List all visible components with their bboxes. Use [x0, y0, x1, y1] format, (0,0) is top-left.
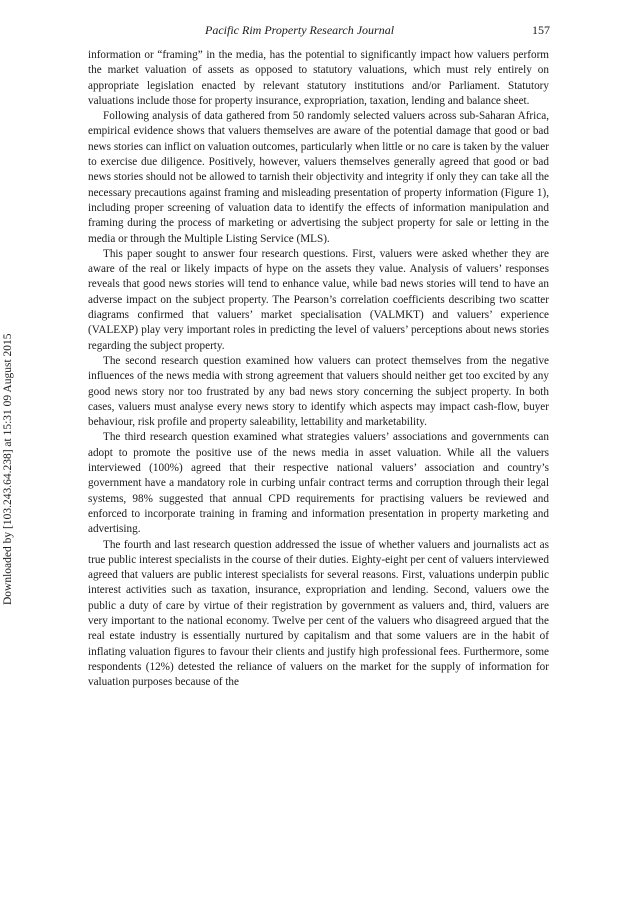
- page-number: 157: [532, 23, 550, 37]
- paragraph: information or “framing” in the media, has the potential to significantly impact how valuers perform the market valuation of assets as opposed to statutory valuations, which must rely entirely on appropriate legislation enacted by relevant statutory institutions and/or Parliament. Statutory valuations include those for property insurance, expropriation, taxation, lending and balance sheet.: [88, 49, 549, 107]
- paragraph: Following analysis of data gathered from 50 randomly selected valuers across sub-Saharan Africa, empirical evidence shows that valuers themselves are aware of the potential damage that good or bad news stories can inflict on valuation outcomes, particularly when little or no care is taken by the valuer to exercise due diligence. Positively, however, valuers themselves generally agreed that good or bad news stories should not be allowed to tarnish their objectivity and integrity if only they can take all the necessary precautions against framing and misleading presentation of property information (Figure 1), including proper screening of valuation data to identify the effects of information manipulation and framing during the process of marketing or advertising the subject property for sale or letting in the media or through the Multiple Listing Service (MLS).: [88, 110, 549, 245]
- body-text: [88, 48, 549, 690]
- paragraph: The third research question examined what strategies valuers’ associations and governments can adopt to promote the positive use of the news media in asset valuation. While all the valuers interviewed (100%) agreed that their respective national valuers’ association and country’s government have a mandatory role in curbing unfair contract terms and corruption through their legal systems, 98% suggested that annual CPD requirements for practising valuers be reviewed and enforced to incorporate training in framing and information presentation in property marketing and advertising.: [88, 431, 549, 536]
- journal-title: Pacific Rim Property Research Journal: [205, 23, 395, 37]
- paragraph: This paper sought to answer four research questions. First, valuers were asked whether they are aware of the real or likely impacts of hype on the assets they value. Analysis of valuers’ responses reveals that good news stories will tend to enhance value, while bad news stories will tend to have an adverse impact on the subject property. The Pearson’s correlation coefficients describing two scatter diagrams confirmed that valuers’ market specialisation (VALMKT) and valuers’ experience (VALEXP) play very important roles in predicting the level of valuers’ perceptions about news stories regarding the subject property.: [88, 247, 549, 352]
- download-watermark: Downloaded by [103.243.64.238] at 15:31 09 August 2015: [2, 333, 14, 605]
- paragraph: The second research question examined how valuers can protect themselves from the negative influences of the news media with strong agreement that valuers should neither get too excited by any good news story nor too frustrated by any bad news story concerning the subject property. In both cases, valuers must analyse every news story to identify which aspects may impact cash-flow, buyer behaviour, risk profile and property saleability, lettability and marketability.: [88, 354, 549, 429]
- running-head: [90, 22, 550, 38]
- paragraph: The fourth and last research question addressed the issue of whether valuers and journalists act as true public interest specialists in the course of their duties. Eighty-eight per cent of valuers interviewed agreed that valuers are public interest specialists for several reasons. First, valuations underpin public interest activities such as taxation, insurance, expropriation and lending. Second, valuers owe the public a duty of care by virtue of their registration by government as valuers and, third, valuers are very important to the national economy. Twelve per cent of the valuers who disagreed argued that the real estate industry is essentially nurtured by capitalism and that some valuers are in the habit of inflating valuation figures to favour their clients and justify high professional fees. Furthermore, some respondents (12%) detested the reliance of valuers on the market for the supply of information for valuation purposes because of the: [88, 538, 549, 689]
